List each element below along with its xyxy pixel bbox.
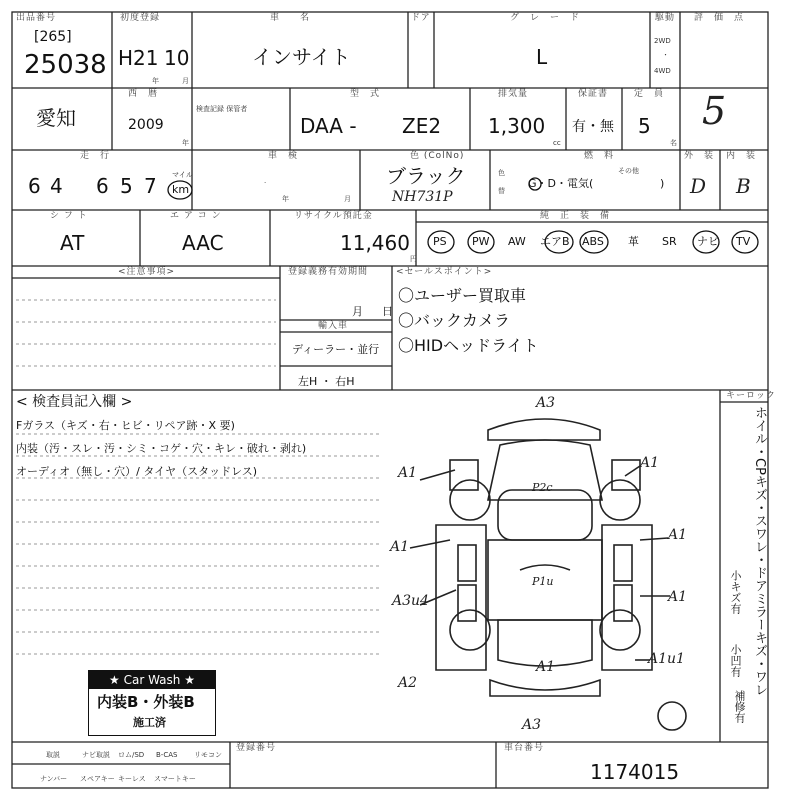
- inspector-line-1: Fガラス（キズ・右・ヒビ・リペア跡・X 要): [16, 419, 235, 432]
- equipment-tv: TV: [736, 235, 751, 248]
- color-code: NH731P: [392, 189, 453, 205]
- mileage-digit-4: 5: [120, 174, 133, 198]
- header-grade: グ レ ー ド: [510, 13, 581, 23]
- car-wash-grade: 内装B・外装B: [97, 693, 195, 711]
- header-exterior: 外 装: [684, 151, 715, 161]
- mileage-unit-mile: マイル: [172, 171, 193, 179]
- footer-manual: 取説: [46, 751, 60, 759]
- header-displacement: 排気量: [498, 89, 529, 99]
- region: 愛知: [36, 106, 76, 130]
- color-name: ブラック: [386, 164, 466, 188]
- recycle-fee: 11,460: [340, 231, 410, 255]
- first-reg-year-unit: 年: [152, 77, 159, 85]
- shaken-year-unit: 年: [282, 195, 289, 203]
- footer-bcas: B-CAS: [156, 751, 178, 759]
- header-first-reg: 初度登録: [120, 13, 161, 23]
- equipment-airbag: エアB: [540, 235, 570, 248]
- mileage-unit-km: km: [172, 183, 190, 196]
- registration-import-type: ディーラー・並行: [292, 343, 380, 356]
- inspector-line-2: 内装（汚・スレ・汚・シミ・コゲ・穴・キレ・破れ・剥れ): [16, 442, 307, 455]
- header-lot: 出品番号: [16, 13, 57, 23]
- equipment-leather: 革: [628, 235, 639, 248]
- header-score: 評 価 点: [694, 13, 745, 23]
- car-wash-badge: [88, 670, 216, 736]
- header-key-lock: キーロック: [726, 391, 776, 401]
- mark-left-rear-a2: A2: [398, 675, 418, 691]
- model-code: ZE2: [402, 114, 442, 138]
- grade: L: [536, 45, 548, 69]
- mark-right-door-a1: A1: [668, 527, 688, 543]
- mark-bumper-a3: A3: [522, 717, 542, 733]
- inspector-line-3: オーディオ（無し・穴）/ タイヤ（スタッドレス): [16, 465, 258, 478]
- exterior-grade: D: [690, 174, 707, 198]
- frame-number: 1174015: [590, 760, 680, 784]
- header-recycle: 保証書: [578, 89, 609, 99]
- displacement-unit: cc: [553, 139, 561, 147]
- drive-dot: ・: [662, 51, 669, 59]
- mileage-digit-1: 6: [28, 174, 41, 198]
- equipment-abs: ABS: [582, 235, 604, 248]
- header-mileage: 走 行: [80, 151, 111, 161]
- header-reg-number: 登録番号: [236, 743, 277, 753]
- fuel-options: G・D・電気(: [528, 177, 594, 190]
- color-side-1: 色: [498, 169, 505, 177]
- header-capacity: 定 員: [634, 89, 665, 99]
- aircon: AAC: [182, 231, 224, 255]
- footer-remote: リモコン: [194, 751, 222, 759]
- header-nendo: 西 暦: [128, 89, 159, 99]
- registration-title: 登録義務有効期間: [288, 267, 369, 277]
- registration-steering: 左H ・ 右H: [298, 375, 355, 388]
- mileage-digit-3: 6: [96, 174, 109, 198]
- header-aircon: エ ア コ ン: [170, 211, 222, 221]
- car-name: インサイト: [252, 45, 351, 69]
- mark-left-rear-door-a3u4: A3u4: [392, 593, 429, 609]
- lot-code: [265]: [34, 29, 72, 45]
- car-wash-done: 施工済: [133, 716, 166, 729]
- mark-right-rear-a1u1: A1u1: [648, 651, 685, 667]
- score-handwritten: 5: [702, 89, 727, 133]
- header-door: ドア: [411, 13, 431, 23]
- model-year-unit: 年: [182, 139, 189, 147]
- displacement: 1,300: [488, 114, 546, 138]
- mark-hood-p2c: P2c: [532, 481, 553, 494]
- drive-2wd: 2WD: [654, 37, 671, 45]
- header-shift: シ フ ト: [50, 211, 88, 221]
- registration-day: 日: [382, 305, 393, 318]
- first-reg-era-year: H21: [118, 46, 159, 70]
- footer-smart-key: スマートキー: [154, 775, 196, 783]
- header-sales-point: <セールスポイント>: [396, 267, 493, 277]
- fuel-other-label: その他: [618, 167, 639, 175]
- equipment-ps: PS: [433, 235, 447, 248]
- legend-small-scratch: 小キズ有: [729, 570, 742, 614]
- footer-keyless: キーレス: [118, 775, 146, 783]
- transmission: AT: [60, 231, 85, 255]
- first-reg-month: 10: [164, 46, 190, 70]
- registration-import: 輸入車: [318, 321, 349, 331]
- footer-spare-key: スペアキー: [80, 775, 115, 783]
- mark-rear-a1: A1: [536, 659, 556, 675]
- mark-front-a3: A3: [536, 395, 556, 411]
- footer-rom-sd: ロム/SD: [118, 751, 145, 759]
- mark-right-rear-door-a1: A1: [668, 589, 688, 605]
- mark-left-door-a1: A1: [390, 539, 410, 555]
- header-recycle-fee: リサイクル預託金: [294, 211, 373, 221]
- first-reg-month-unit: 月: [182, 77, 189, 85]
- recycle-option: 有・無: [572, 119, 614, 135]
- inspector-title: < 検査員記入欄 >: [16, 394, 133, 410]
- mark-left-front-a1: A1: [398, 465, 418, 481]
- mileage-digit-5: 7: [144, 174, 157, 198]
- mark-roof-p1u: P1u: [532, 575, 554, 588]
- model-year: 2009: [128, 117, 164, 133]
- capacity-unit: 名: [670, 139, 677, 147]
- registration-month: 月: [352, 305, 363, 318]
- footer-plate: ナンバー: [40, 775, 68, 783]
- mark-right-front-a1: A1: [640, 455, 660, 471]
- model-prefix: DAA -: [300, 114, 357, 138]
- sales-point-3: 〇HIDヘッドライト: [398, 336, 539, 355]
- shaken-month-unit: 月: [344, 195, 351, 203]
- lot-number: 25038: [24, 50, 107, 80]
- legend-small-dent: 小凹有: [729, 644, 742, 677]
- header-shaken: 車 検: [268, 151, 299, 161]
- header-color: 色 (ColNo): [410, 151, 465, 161]
- footer-navi-manual: ナビ取説: [82, 751, 110, 759]
- header-notes: <注意事項>: [118, 267, 176, 277]
- equipment-sr: SR: [662, 235, 677, 248]
- color-side-2: 替: [498, 187, 505, 195]
- car-wash-title: ★ Car Wash ★: [89, 671, 215, 689]
- header-car-name: 車 名: [270, 13, 311, 23]
- sales-point-2: 〇バックカメラ: [398, 311, 511, 330]
- fuel-close: ): [660, 177, 665, 190]
- mileage-digit-2: 4: [50, 174, 63, 198]
- equipment-navi: ナビ: [697, 235, 719, 248]
- inspection-note: 検査記録 保管者: [196, 105, 248, 113]
- legend-vertical: ホイル・CPキズ・スワレ・ドアミラーキズ・ワレ: [752, 406, 767, 696]
- shaken-dot: .: [264, 177, 267, 185]
- capacity: 5: [638, 114, 651, 138]
- equipment-pw: PW: [472, 235, 490, 248]
- interior-grade: B: [736, 174, 751, 198]
- equipment-aw: AW: [508, 235, 526, 248]
- drive-4wd: 4WD: [654, 67, 671, 75]
- header-type: 型 式: [350, 89, 381, 99]
- header-fuel: 燃 料: [584, 151, 615, 161]
- header-frame: 車台番号: [504, 743, 545, 753]
- header-drive: 駆動: [655, 13, 676, 23]
- recycle-fee-unit: 円: [410, 255, 417, 263]
- legend-repair: 補修有: [733, 690, 746, 723]
- header-interior: 内 装: [726, 151, 757, 161]
- sales-point-1: 〇ユーザー買取車: [398, 286, 527, 305]
- header-equipment: 純 正 装 備: [540, 211, 611, 221]
